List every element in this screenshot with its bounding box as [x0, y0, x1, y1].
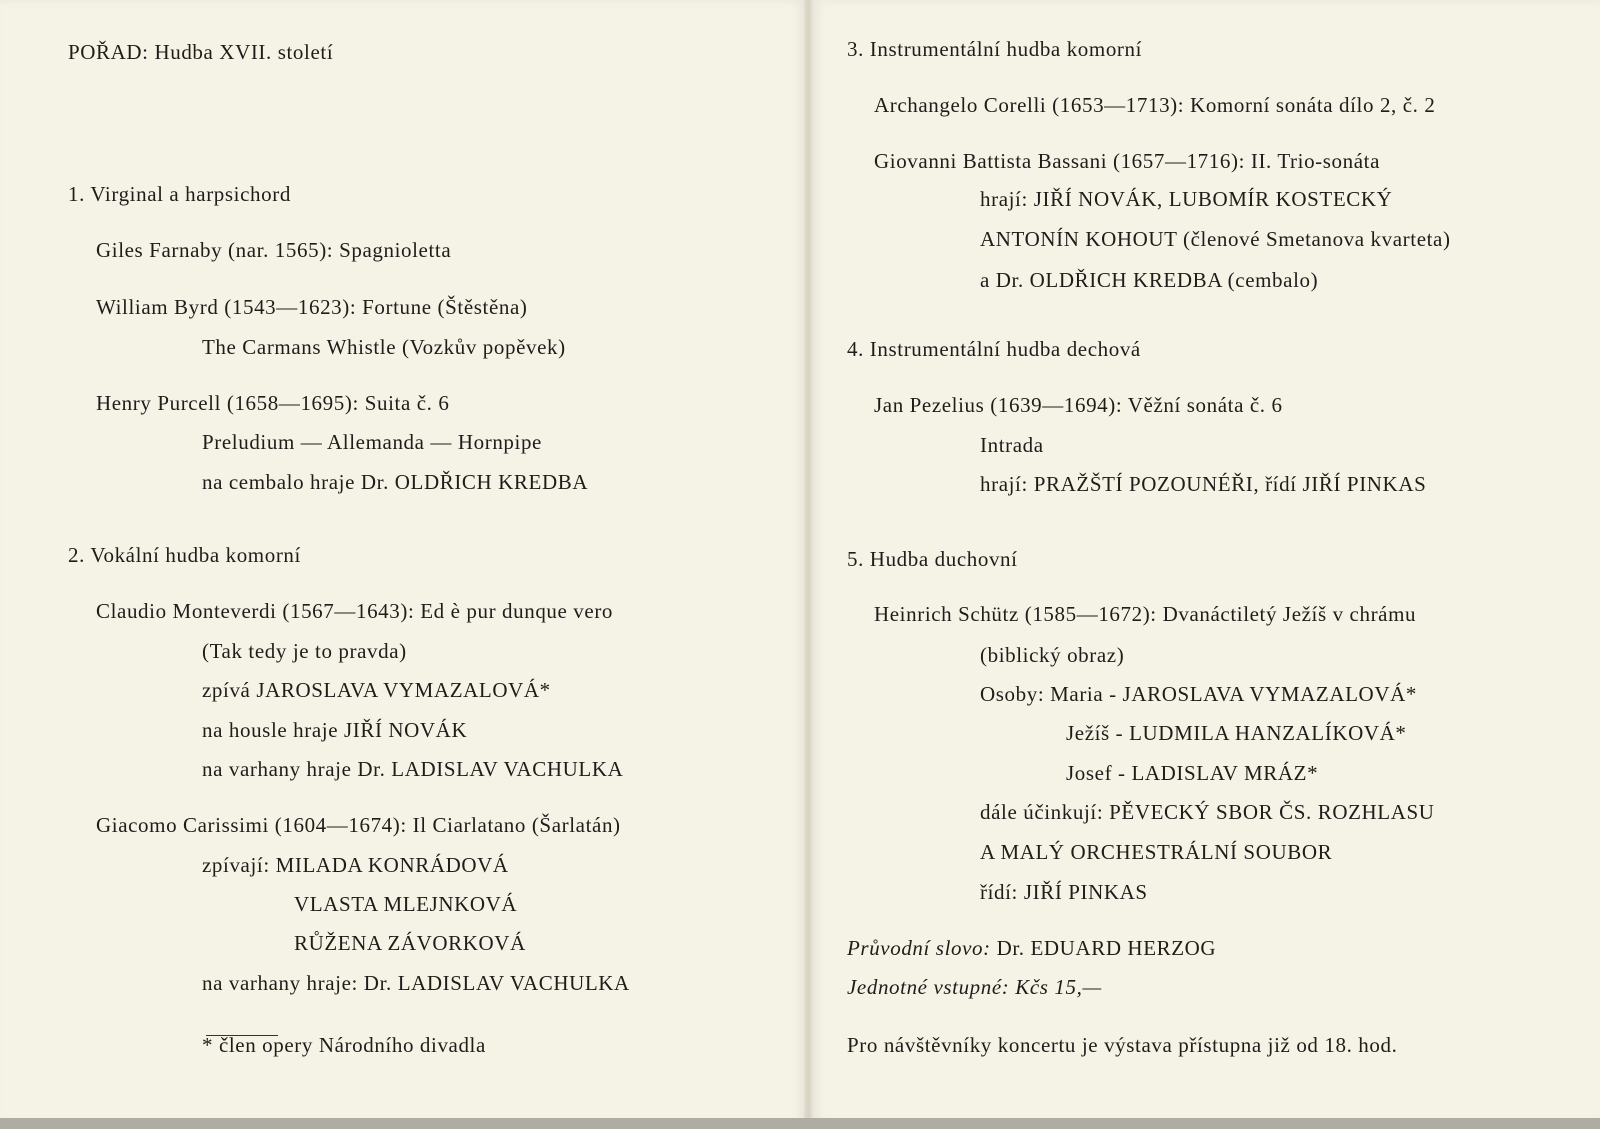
speech-label: Průvodní slovo:	[847, 936, 991, 960]
section-1-line: The Carmans Whistle (Vozkův popěvek)	[202, 335, 566, 359]
section-3-line: hrají: JIŘÍ NOVÁK, LUBOMÍR KOSTECKÝ	[980, 187, 1393, 211]
speech-name: Dr. EDUARD HERZOG	[990, 936, 1217, 960]
section-4-line: Intrada	[980, 433, 1044, 457]
section-5-line: Josef - LADISLAV MRÁZ*	[1066, 761, 1319, 785]
admission-price: Jednotné vstupné: Kčs 15,—	[847, 975, 1102, 999]
section-5-heading: 5. Hudba duchovní	[847, 547, 1018, 571]
exhibition-note: Pro návštěvníky koncertu je výstava přístupna již od 18. hod.	[847, 1033, 1398, 1057]
section-1-line: Giles Farnaby (nar. 1565): Spagnioletta	[96, 238, 452, 262]
section-2-line: Claudio Monteverdi (1567—1643): Ed è pur dunque vero	[96, 599, 614, 623]
section-2-line: RŮŽENA ZÁVORKOVÁ	[294, 931, 526, 955]
section-4-line: hrají: PRAŽŠTÍ POZOUNÉŘI, řídí JIŘÍ PINKAS	[980, 472, 1427, 496]
section-2-line: zpívá JAROSLAVA VYMAZALOVÁ*	[202, 678, 551, 702]
section-3-line: a Dr. OLDŘICH KREDBA (cembalo)	[980, 268, 1319, 292]
section-1-line: Henry Purcell (1658—1695): Suita č. 6	[96, 391, 450, 415]
section-5-line: Ježíš - LUDMILA HANZALÍKOVÁ*	[1066, 721, 1407, 745]
section-2-line: Giacomo Carissimi (1604—1674): Il Ciarlatano (Šarlatán)	[96, 813, 621, 837]
section-2-line: VLASTA MLEJNKOVÁ	[294, 892, 518, 916]
section-1-line: na cembalo hraje Dr. OLDŘICH KREDBA	[202, 470, 589, 494]
section-2-line: na varhany hraje: Dr. LADISLAV VACHULKA	[202, 971, 630, 995]
bottom-edge	[0, 1118, 1600, 1129]
section-2-line: (Tak tedy je to pravda)	[202, 639, 407, 663]
program-header: POŘAD: Hudba XVII. století	[68, 40, 334, 64]
section-2-line: na housle hraje JIŘÍ NOVÁK	[202, 718, 468, 742]
speech-line	[847, 938, 1216, 959]
section-5-line: řídí: JIŘÍ PINKAS	[980, 880, 1148, 904]
section-5-line: (biblický obraz)	[980, 643, 1125, 667]
section-1-line: Preludium — Allemanda — Hornpipe	[202, 430, 542, 454]
section-5-line: Heinrich Schütz (1585—1672): Dvanáctiletý Ježíš v chrámu	[874, 602, 1417, 626]
section-3-heading: 3. Instrumentální hudba komorní	[847, 37, 1143, 61]
footnote: * člen opery Národního divadla	[202, 1033, 486, 1057]
section-4-heading: 4. Instrumentální hudba dechová	[847, 337, 1141, 361]
section-3-line: Archangelo Corelli (1653—1713): Komorní sonáta dílo 2, č. 2	[874, 93, 1436, 117]
section-3-line: ANTONÍN KOHOUT (členové Smetanova kvarteta)	[980, 227, 1451, 251]
section-2-line: zpívají: MILADA KONRÁDOVÁ	[202, 853, 509, 877]
section-5-line: Osoby: Maria - JAROSLAVA VYMAZALOVÁ*	[980, 682, 1417, 706]
section-3-line: Giovanni Battista Bassani (1657—1716): II. Trio-sonáta	[874, 149, 1381, 173]
section-1-line: William Byrd (1543—1623): Fortune (Štěstěna)	[96, 295, 528, 319]
section-2-heading: 2. Vokální hudba komorní	[68, 543, 301, 567]
section-4-line: Jan Pezelius (1639—1694): Věžní sonáta č. 6	[874, 393, 1283, 417]
section-1-heading: 1. Virginal a harpsichord	[68, 182, 291, 206]
page-fold	[804, 0, 814, 1129]
section-5-line: A MALÝ ORCHESTRÁLNÍ SOUBOR	[980, 840, 1333, 864]
section-2-line: na varhany hraje Dr. LADISLAV VACHULKA	[202, 757, 624, 781]
section-5-line: dále účinkují: PĚVECKÝ SBOR ČS. ROZHLASU	[980, 800, 1435, 824]
